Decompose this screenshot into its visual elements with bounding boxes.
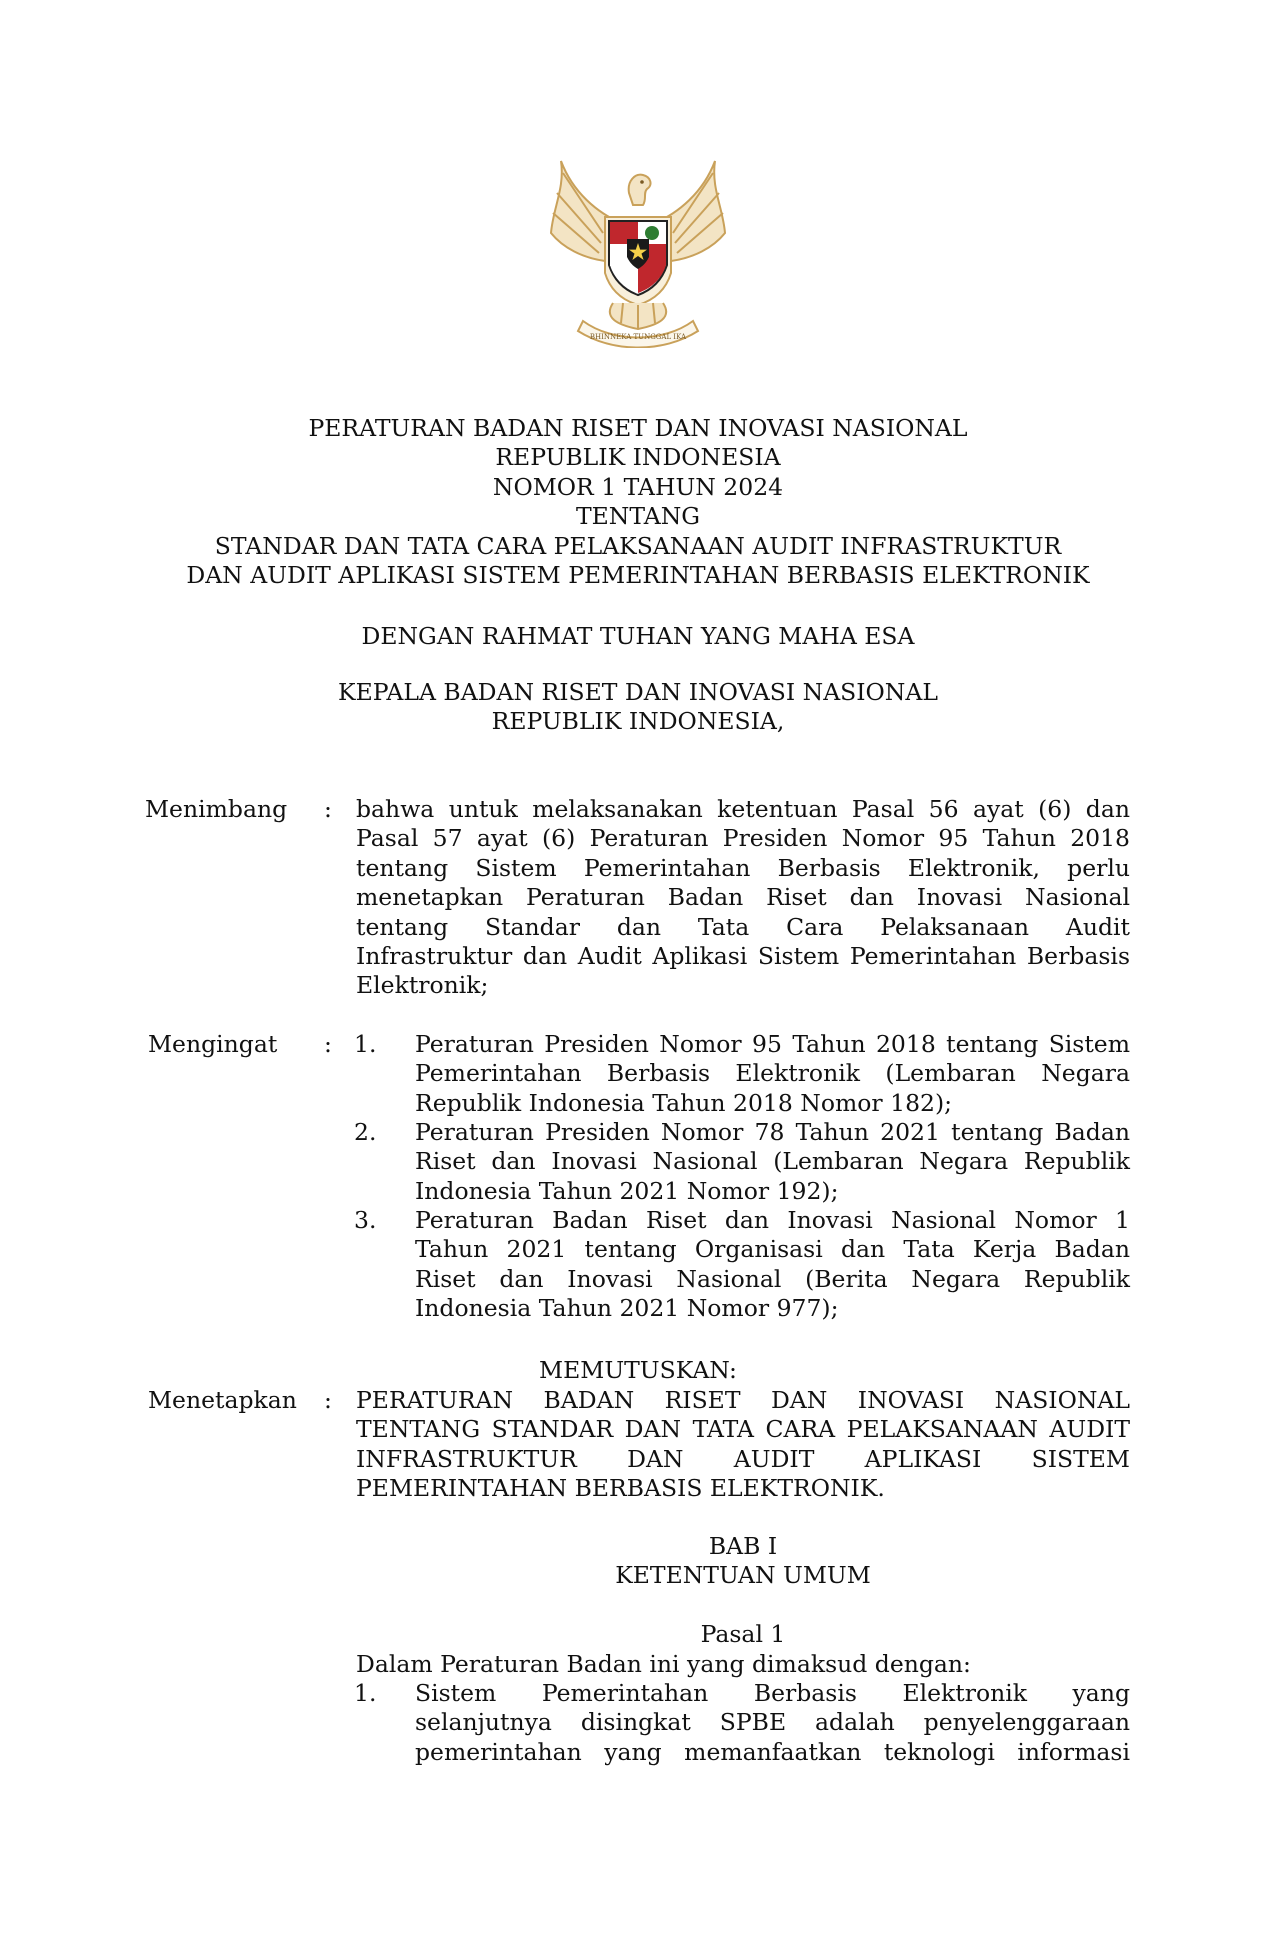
menimbang-line: tentang Sistem Pemerintahan Berbasis Elektronik, perlu — [356, 853, 1130, 882]
menimbang-line: Pasal 57 ayat (6) Peraturan Presiden Nomor 95 Tahun 2018 — [356, 824, 1130, 853]
mengingat-item-line: Peraturan Presiden Nomor 95 Tahun 2018 tentang Sistem — [415, 1030, 1130, 1058]
menimbang-colon: : — [324, 795, 332, 823]
menimbang-label: Menimbang — [145, 795, 288, 823]
article-item — [415, 1679, 1130, 1767]
article-item-line: pemerintahan yang memanfaatkan teknologi informasi — [415, 1737, 1130, 1766]
menetapkan-colon: : — [324, 1386, 332, 1414]
chapter-number: BAB I — [708, 1532, 778, 1560]
menimbang-line: menetapkan Peraturan Badan Riset dan Inovasi Nasional — [356, 883, 1130, 912]
mengingat-item-line: Republik Indonesia Tahun 2018 Nomor 182); — [415, 1088, 953, 1117]
article-title: Pasal 1 — [700, 1620, 786, 1648]
menetapkan-label: Menetapkan — [148, 1386, 297, 1414]
menetapkan-line: PEMERINTAHAN BERBASIS ELEKTRONIK. — [356, 1474, 885, 1503]
menetapkan-text — [356, 1386, 1130, 1504]
mengingat-label: Mengingat — [148, 1030, 278, 1058]
menetapkan-line: INFRASTRUKTUR DAN AUDIT APLIKASI SISTEM — [356, 1444, 1130, 1473]
mengingat-item-line: Riset dan Inovasi Nasional (Lembaran Negara Republik — [415, 1147, 1130, 1176]
title-line-5: STANDAR DAN TATA CARA PELAKSANAAN AUDIT INFRASTRUKTUR — [214, 531, 1062, 560]
article-item-line: selanjutnya disingkat SPBE adalah penyelenggaraan — [415, 1708, 1130, 1737]
title-line-2: REPUBLIK INDONESIA — [495, 443, 781, 472]
mengingat-item-number: 3. — [354, 1206, 377, 1234]
mengingat-item-number: 1. — [354, 1030, 377, 1058]
authority-line-1: KEPALA BADAN RISET DAN INOVASI NASIONAL — [338, 678, 938, 706]
mengingat-item-number: 2. — [354, 1118, 377, 1146]
menimbang-text — [356, 795, 1130, 1001]
mengingat-item-line: Indonesia Tahun 2021 Nomor 192); — [415, 1176, 839, 1205]
article-intro: Dalam Peraturan Badan ini yang dimaksud dengan: — [356, 1650, 971, 1678]
regulation-title — [0, 414, 1276, 590]
mengingat-item — [415, 1206, 1130, 1324]
grace-statement: DENGAN RAHMAT TUHAN YANG MAHA ESA — [361, 622, 915, 650]
menimbang-line: Infrastruktur dan Audit Aplikasi Sistem Pemerintahan Berbasis — [356, 942, 1130, 971]
mengingat-item-line: Pemerintahan Berbasis Elektronik (Lembaran Negara — [415, 1059, 1130, 1088]
mengingat-colon: : — [324, 1030, 332, 1058]
mengingat-item-line: Peraturan Badan Riset dan Inovasi Nasional Nomor 1 — [415, 1206, 1130, 1234]
chapter-title: KETENTUAN UMUM — [615, 1561, 871, 1590]
menimbang-line: bahwa untuk melaksanakan ketentuan Pasal 56 ayat (6) dan — [356, 795, 1130, 823]
chapter-heading — [356, 1532, 1130, 1591]
menetapkan-line: TENTANG STANDAR DAN TATA CARA PELAKSANAAN AUDIT — [356, 1415, 1130, 1444]
article-item-number: 1. — [354, 1679, 377, 1707]
garuda-emblem-icon — [543, 153, 733, 348]
menimbang-line: tentang Standar dan Tata Cara Pelaksanaan Audit — [356, 912, 1130, 941]
title-line-3: NOMOR 1 TAHUN 2024 — [492, 472, 784, 501]
title-line-6: DAN AUDIT APLIKASI SISTEM PEMERINTAHAN BERBASIS ELEKTRONIK — [186, 561, 1090, 590]
mengingat-item-line: Riset dan Inovasi Nasional (Berita Negara Republik — [415, 1264, 1130, 1293]
title-line-4: TENTANG — [575, 502, 701, 531]
article-item-line: Sistem Pemerintahan Berbasis Elektronik yang — [415, 1679, 1130, 1707]
menetapkan-line: PERATURAN BADAN RISET DAN INOVASI NASIONAL — [356, 1386, 1130, 1414]
mengingat-item-line: Peraturan Presiden Nomor 78 Tahun 2021 tentang Badan — [415, 1118, 1130, 1146]
mengingat-item — [415, 1030, 1130, 1118]
menimbang-line: Elektronik; — [356, 971, 489, 1000]
mengingat-item-line: Indonesia Tahun 2021 Nomor 977); — [415, 1294, 839, 1323]
authority-line-2: REPUBLIK INDONESIA, — [491, 707, 785, 736]
memutuskan-heading: MEMUTUSKAN: — [539, 1356, 737, 1384]
mengingat-item — [415, 1118, 1130, 1206]
mengingat-item-line: Tahun 2021 tentang Organisasi dan Tata Kerja Badan — [415, 1235, 1130, 1264]
issuing-authority — [0, 678, 1276, 737]
title-line-1: PERATURAN BADAN RISET DAN INOVASI NASIONAL — [308, 414, 968, 442]
emblem-motto: BHINNEKA TUNGGAL IKA — [589, 333, 687, 341]
